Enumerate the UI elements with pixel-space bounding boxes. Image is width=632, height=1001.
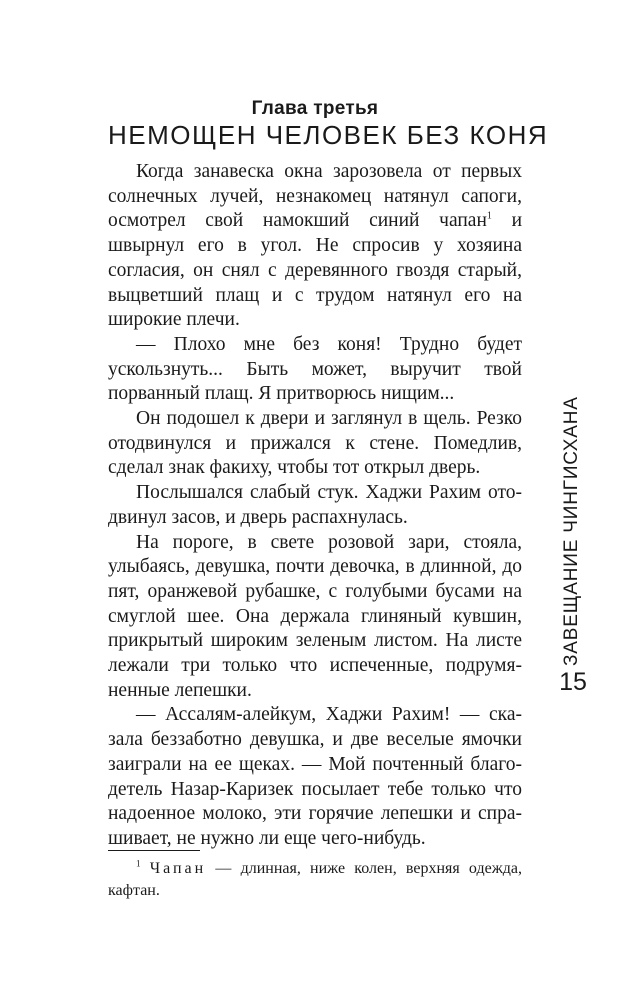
paragraph: На пороге, в свете розовой зари, стояла, улыбаясь, девушка, почти девочка, в длинной, до пят, оранжевой рубашке, с голубыми бусами на смуглой шее. Она держала глиняный кувшин, прикрытый широким зеленым листом. На листе лежали три только что испеченные, подрумяненные лепешки. <box>108 531 522 701</box>
body-text <box>108 160 522 852</box>
footnote-divider <box>108 850 200 851</box>
paragraph-text: Когда занавеска окна зарозовела от первых солнечных лучей, незнакомец натянул сапоги, осмотрел свой намокший синий чапан <box>108 161 522 232</box>
paragraph: Он подошел к двери и заглянул в щель. Резко отодвинулся и прижался к стене. Помедлив, сделал знак факиху, чтобы тот открыл дверь. <box>108 408 522 479</box>
paragraph-text-continued: и швырнул его в угол. Не спросив у хозяина согласия, он снял с деревянного гвоздя старый, выцветший плащ и с трудом натянул его на широкие плечи. <box>108 210 522 331</box>
paragraph <box>108 160 522 333</box>
chapter-label: Глава третья <box>251 98 379 119</box>
page-number: 15 <box>559 668 587 696</box>
chapter-title: НЕМОЩЕН ЧЕЛОВЕК БЕЗ КОНЯ <box>108 120 549 150</box>
footnote-mark: 1 <box>136 858 141 869</box>
paragraph: — Ассалям-алейкум, Хаджи Рахим! — сказала беззаботно девушка, и две веселые ямочки заиграли на ее щеках. — Мой почтенный благодетель Назар-Каризек посылает тебе только что надоенное молоко, эти горячие лепешки и спрашивает, не нужно ли еще чего-нибудь. <box>108 704 522 849</box>
footnote <box>108 858 522 902</box>
footnote-reference: 1 <box>486 210 492 222</box>
running-head <box>558 396 586 666</box>
footnote-definition: — длинная, ниже колен, верхняя одежда, кафтан. <box>108 860 522 899</box>
footnote-term: Чапан <box>149 860 207 877</box>
paragraph: — Плохо мне без коня! Трудно будет ускользнуть... Быть может, выручит твой порванный плащ. Я притворюсь нищим... <box>108 333 522 405</box>
running-head-text: ЗАВЕЩАНИЕ ЧИНГИСХАНА <box>561 396 582 666</box>
paragraph: Послышался слабый стук. Хаджи Рахим отодвинул засов, и дверь распахнулась. <box>108 482 522 528</box>
